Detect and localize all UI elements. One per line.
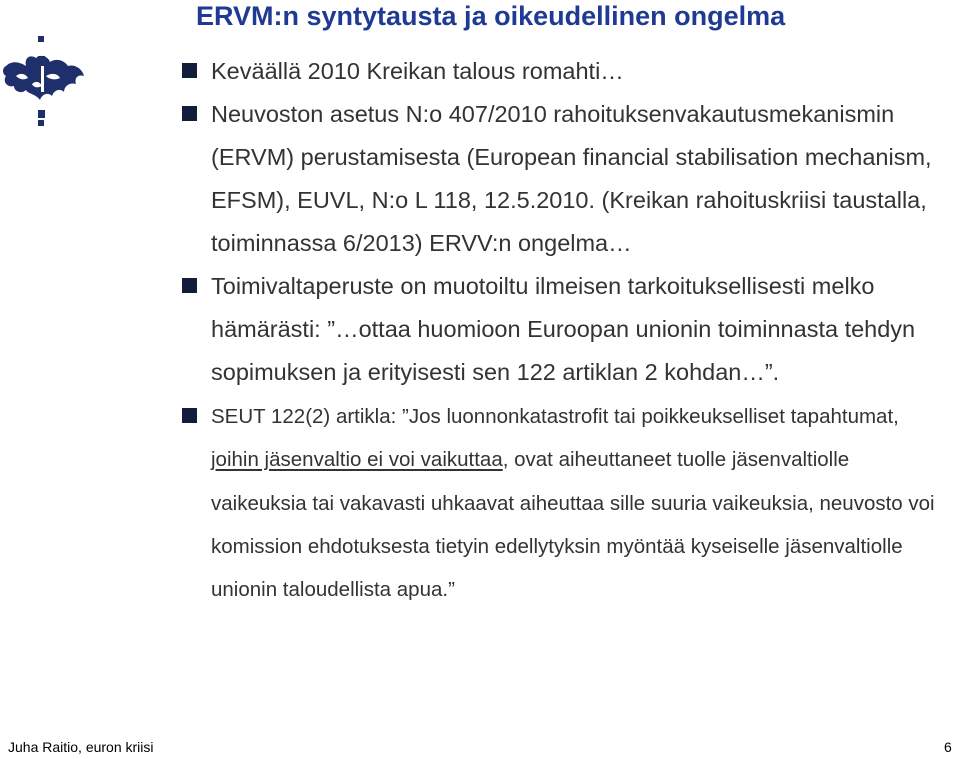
footer-author: Juha Raitio, euron kriisi xyxy=(8,739,154,755)
slide-title: ERVM:n syntytausta ja oikeudellinen ongelma xyxy=(196,1,786,31)
bullet-item xyxy=(180,265,950,394)
bullet-text: Toimivaltaperuste on muotoiltu ilmeisen tarkoituksellisesti melko hämärästi: ”…ottaa huomioon Euroopan unionin toiminnasta tehdyn sopimuksen ja erityisesti sen 122 artiklan 2 kohdan…”. xyxy=(211,273,916,385)
university-flame-logo-icon xyxy=(2,36,86,128)
bullet-list xyxy=(180,50,950,611)
underlined-phrase: joihin jäsenvaltio ei voi vaikuttaa xyxy=(211,448,503,472)
page-number: 6 xyxy=(944,739,952,755)
bullet-text-before: SEUT 122(2) artikla: ”Jos luonnonkatastrofit tai poikkeukselliset tapahtumat, xyxy=(211,405,899,428)
bullet-text: Keväällä 2010 Kreikan talous romahti… xyxy=(211,58,624,84)
square-bullet-icon xyxy=(182,408,197,423)
square-bullet-icon xyxy=(182,63,197,78)
bullet-item xyxy=(180,93,950,265)
bullet-item xyxy=(180,50,950,93)
bullet-text-after: , ovat aiheuttaneet tuolle jäsenvaltiolle vaikeuksia tai vakavasti uhkaavat aiheuttaa sille suuria vaikeuksia, neuvosto voi komission ehdotuksesta tietyin edellytyksin myöntää kyseiselle jäsenvaltiolle unionin taloudellista apua.” xyxy=(211,448,935,602)
square-bullet-icon xyxy=(182,106,197,121)
bullet-item xyxy=(180,395,950,611)
bullet-text: Neuvoston asetus N:o 407/2010 rahoituksenvakautusmekanismin (ERVM) perustamisesta (European financial stabilisation mechanism, EFSM), EUVL, N:o L 118, 12.5.2010. (Kreikan rahoituskriisi taustalla, toiminnassa 6/2013) ERVV:n ongelma… xyxy=(211,101,932,256)
square-bullet-icon xyxy=(182,278,197,293)
